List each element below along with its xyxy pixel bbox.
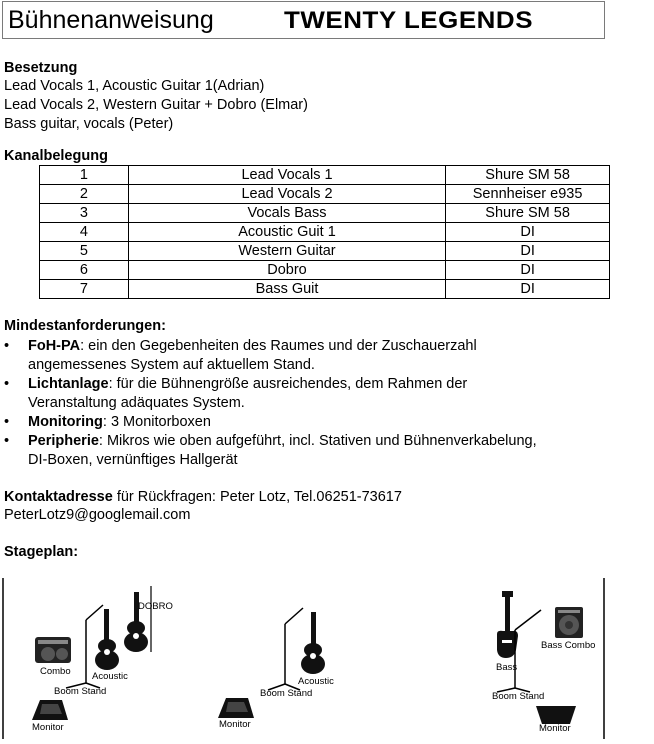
band-name: TWENTY LEGENDS	[284, 7, 534, 34]
requirement-term: Peripherie	[28, 433, 99, 449]
requirement-text: Veranstaltung adäquates System.	[28, 395, 245, 411]
bullet-icon: •	[4, 414, 10, 430]
member-line-3: Bass guitar, vocals (Peter)	[4, 116, 174, 132]
channel-name: Bass Guit	[128, 280, 445, 299]
member-line-1: Lead Vocals 1, Acoustic Guitar 1(Adrian)	[4, 78, 265, 94]
bass-combo-icon	[555, 607, 583, 638]
channel-name: Dobro	[128, 261, 445, 280]
channel-mic: DI	[446, 261, 610, 280]
table-row	[40, 185, 610, 204]
stageplan-heading: Stageplan:	[4, 544, 79, 560]
requirement-term: Lichtanlage	[28, 376, 109, 392]
boom-stand-label-center: Boom Stand	[260, 688, 313, 699]
requirement-text: DI-Boxen, vernünftiges Hallgerät	[28, 452, 238, 468]
acoustic-guitar-icon	[301, 612, 325, 674]
channel-mic: DI	[446, 280, 610, 299]
channel-number: 1	[40, 166, 129, 185]
table-row	[40, 204, 610, 223]
boom-stand-label-right: Boom Stand	[492, 691, 545, 702]
page-title: Bühnenanweisung	[8, 6, 214, 34]
requirements-heading: Mindestanforderungen:	[4, 318, 166, 334]
requirement-text: : Mikros wie oben aufgeführt, incl. Stativen und Bühnenverkabelung,	[98, 433, 537, 449]
table-row	[40, 261, 610, 280]
contact-label: Kontaktadresse	[4, 489, 113, 505]
channel-name: Lead Vocals 1	[128, 166, 445, 185]
contact-text: für Rückfragen: Peter Lotz, Tel.06251-73617	[112, 489, 402, 505]
requirement-text: : für die Bühnengröße ausreichendes, dem Rahmen der	[108, 376, 468, 392]
title-box	[2, 1, 605, 39]
requirement-term: Monitoring	[28, 414, 103, 430]
channel-number: 3	[40, 204, 129, 223]
channel-mic: DI	[446, 223, 610, 242]
channel-mic: Shure SM 58	[446, 204, 610, 223]
acoustic-guitar-icon	[95, 609, 119, 670]
channel-number: 2	[40, 185, 129, 204]
table-row	[40, 280, 610, 299]
monitor-wedge-icon	[536, 706, 576, 724]
combo-label: Combo	[40, 666, 71, 677]
monitor-label-left: Monitor	[32, 722, 64, 733]
channel-mic: DI	[446, 242, 610, 261]
table-row	[40, 242, 610, 261]
requirement-text: : ein den Gegebenheiten des Raumes und der Zuschauerzahl	[80, 338, 477, 354]
channel-mic: Sennheiser e935	[446, 185, 610, 204]
acoustic-label-center: Acoustic	[298, 676, 334, 687]
member-line-2: Lead Vocals 2, Western Guitar + Dobro (Elmar)	[4, 97, 308, 113]
channel-number: 5	[40, 242, 129, 261]
monitor-wedge-icon	[218, 698, 254, 718]
stageplan-diagram	[0, 578, 606, 739]
bullet-icon: •	[4, 433, 10, 449]
channel-table	[39, 165, 610, 299]
channel-name: Lead Vocals 2	[128, 185, 445, 204]
monitor-label-right: Monitor	[539, 723, 571, 734]
acoustic-label-left: Acoustic	[92, 671, 128, 682]
bass-label: Bass	[496, 662, 518, 673]
requirement-text: angemessenes System auf aktuellem Stand.	[28, 357, 315, 373]
amp-combo-icon	[35, 637, 71, 663]
dobro-icon	[124, 586, 151, 652]
kanalbelegung-heading: Kanalbelegung	[4, 148, 108, 164]
bullet-icon: •	[4, 338, 10, 354]
besetzung-heading: Besetzung	[4, 60, 78, 76]
table-row	[40, 166, 610, 185]
channel-name: Western Guitar	[128, 242, 445, 261]
channel-number: 4	[40, 223, 129, 242]
contact-email[interactable]: PeterLotz9@googlemail.com	[4, 507, 191, 523]
channel-number: 7	[40, 280, 129, 299]
channel-number: 6	[40, 261, 129, 280]
dobro-label: DOBRO	[138, 601, 173, 612]
requirement-text: : 3 Monitorboxen	[102, 414, 211, 430]
table-row	[40, 223, 610, 242]
requirement-term: FoH-PA	[28, 338, 81, 354]
contact-line	[4, 489, 402, 505]
monitor-label-center: Monitor	[219, 719, 251, 730]
bullet-icon: •	[4, 376, 10, 392]
bass-combo-label: Bass Combo	[541, 640, 596, 651]
monitor-wedge-icon	[32, 700, 68, 720]
channel-name: Acoustic Guit 1	[128, 223, 445, 242]
channel-mic: Shure SM 58	[446, 166, 610, 185]
boom-stand-label-left: Boom Stand	[54, 686, 107, 697]
channel-name: Vocals Bass	[128, 204, 445, 223]
